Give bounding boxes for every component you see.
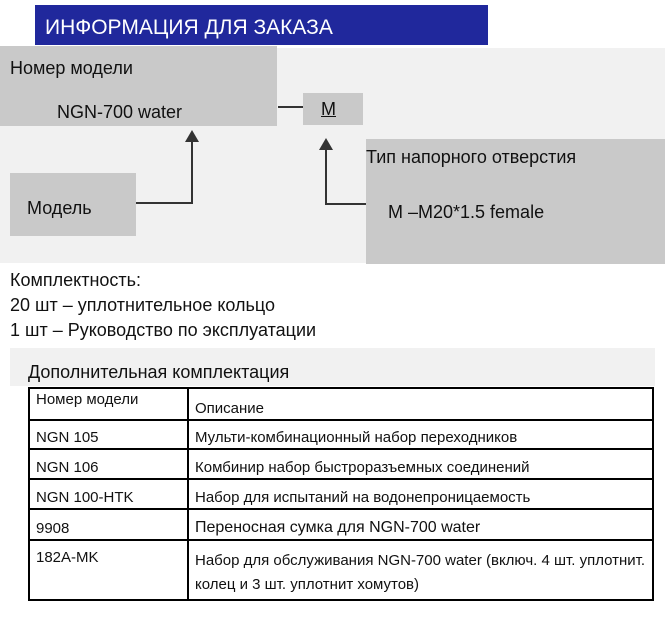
model-box-label: Модель [27, 198, 92, 218]
table-cell-description: Набор для обслуживания NGN-700 water (включ. 4 шт. уплотнит. колец и 3 шт. уплотнит хомутов) [188, 540, 653, 600]
model-number-box [0, 46, 277, 126]
table-row [29, 540, 653, 600]
model-arrow-horizontal [136, 202, 193, 204]
column-header-model: Номер модели [29, 388, 188, 420]
accessories-table [28, 387, 654, 601]
table-cell-description: Набор для испытаний на водонепроницаемость [188, 479, 653, 509]
table-row [29, 479, 653, 509]
model-arrow-head [185, 130, 199, 142]
kit-item: 1 шт – Руководство по эксплуатации [10, 320, 317, 340]
suffix-box [303, 93, 363, 125]
model-box [10, 173, 136, 236]
table-header-row [29, 388, 653, 420]
port-arrow-horizontal [325, 203, 367, 205]
table-cell-model: NGN 100-HTK [29, 479, 188, 509]
table-cell-description: Мульти-комбинационный набор переходников [188, 420, 653, 449]
model-number-value: NGN-700 water [57, 102, 183, 122]
table-cell-model: 182A-MK [29, 540, 188, 600]
connector-line [278, 106, 303, 108]
kit-title: Комплектность: [10, 270, 142, 290]
pressure-port-option: M –M20*1.5 female [388, 202, 545, 222]
table-cell-description: Переносная сумка для NGN-700 water [188, 509, 653, 540]
column-header-description: Описание [188, 388, 653, 420]
table-cell-model: NGN 106 [29, 449, 188, 479]
kit-item: 20 шт – уплотнительное кольцо [10, 295, 276, 315]
pressure-port-title: Тип напорного отверстия [366, 147, 577, 167]
suffix-value: M [321, 99, 336, 119]
port-arrow-head [319, 138, 333, 150]
table-row [29, 509, 653, 540]
section-header: ИНФОРМАЦИЯ ДЛЯ ЗАКАЗА [35, 5, 488, 45]
table-row [29, 449, 653, 479]
table-cell-description: Комбинир набор быстроразъемных соединений [188, 449, 653, 479]
pressure-port-box [366, 139, 665, 264]
port-arrow-shaft [325, 150, 327, 205]
table-row [29, 420, 653, 449]
table-cell-model: NGN 105 [29, 420, 188, 449]
table-cell-model: 9908 [29, 509, 188, 540]
model-arrow-shaft [191, 140, 193, 203]
model-number-label: Номер модели [10, 58, 133, 78]
accessories-title: Дополнительная комплектация [28, 362, 290, 382]
